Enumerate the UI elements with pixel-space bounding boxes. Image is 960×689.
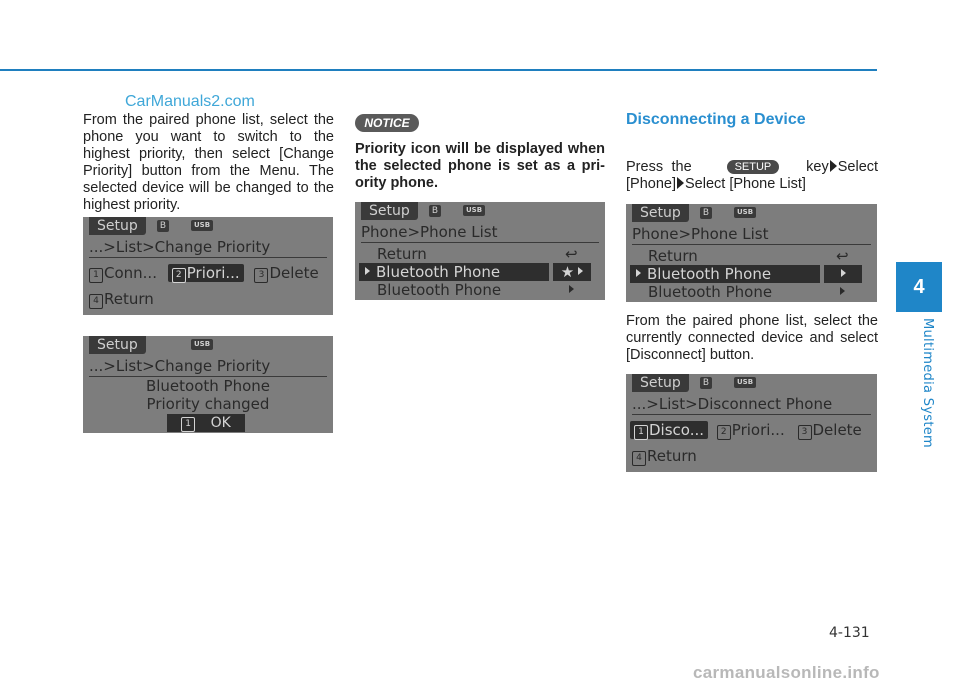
usb-icon: USB xyxy=(734,207,756,218)
delete-button[interactable]: 3 Delete xyxy=(254,264,318,282)
top-rule xyxy=(0,69,877,71)
priority-star-button[interactable] xyxy=(553,263,591,281)
number-4-icon: 4 xyxy=(632,451,646,466)
priority-button[interactable]: 2 Priori... xyxy=(168,264,244,282)
arrow-right-icon xyxy=(840,283,845,301)
bluetooth-icon: B xyxy=(157,220,169,232)
arrow-right-icon xyxy=(677,177,684,189)
page-number: 4-131 xyxy=(829,625,870,641)
screen-path: ...>List>Change Priority xyxy=(89,238,271,256)
priority-message-line2: Priority changed xyxy=(146,395,270,413)
return-item[interactable]: Return xyxy=(648,247,698,265)
notice-badge: NOTICE xyxy=(355,114,419,132)
number-1-icon: 1 xyxy=(634,425,648,440)
priority-message-line1: Bluetooth Phone xyxy=(145,377,271,395)
chapter-tab: 4 xyxy=(896,262,942,312)
arrow-right-icon xyxy=(578,267,583,275)
disconnect-button[interactable]: 1 Disco... xyxy=(630,421,708,439)
screen-phone-list-priority xyxy=(355,202,605,300)
screen-button-row xyxy=(630,421,862,440)
delete-button[interactable]: 3 Delete xyxy=(798,421,862,439)
phone-item[interactable]: Bluetooth Phone xyxy=(377,281,502,299)
screen-divider xyxy=(632,244,871,245)
return-item[interactable]: Return xyxy=(377,245,427,263)
setup-label: Setup xyxy=(361,202,418,220)
screen-change-priority-menu xyxy=(83,217,333,315)
bluetooth-icon: B xyxy=(700,377,712,389)
phone-item-selected[interactable]: Bluetooth Phone xyxy=(630,265,820,283)
setup-label: Setup xyxy=(89,217,146,235)
setup-label: Setup xyxy=(632,204,689,222)
number-2-icon: 2 xyxy=(717,425,731,440)
number-2-icon: 2 xyxy=(172,268,186,283)
screen-disconnect-phone xyxy=(626,374,877,472)
phone-item[interactable]: Bluetooth Phone xyxy=(648,283,773,301)
footer-watermark: carmanualsonline.info xyxy=(693,663,880,682)
number-3-icon: 3 xyxy=(254,268,268,283)
screen-divider xyxy=(632,414,871,415)
bluetooth-icon: B xyxy=(429,205,441,217)
screen-phone-list xyxy=(626,204,877,302)
setup-label: Setup xyxy=(632,374,689,392)
connect-button[interactable]: 1 Conn... xyxy=(89,264,157,282)
screen-path: Phone>Phone List xyxy=(361,223,498,241)
screen-path: Phone>Phone List xyxy=(632,225,769,243)
usb-icon: USB xyxy=(463,205,485,216)
usb-icon: USB xyxy=(191,220,213,231)
screen-divider xyxy=(361,242,599,243)
usb-icon: USB xyxy=(191,339,213,350)
number-1-icon: 1 xyxy=(89,268,103,283)
watermark: CarManuals2.com xyxy=(125,93,255,110)
return-icon: ↩ xyxy=(565,245,578,263)
screen-divider xyxy=(89,257,327,258)
return-button[interactable]: 4 Return xyxy=(89,290,154,309)
col3-paragraph: From the paired phone list, select the currently connected device and select [Disconnect] button. xyxy=(626,313,878,363)
number-1-icon: 1 xyxy=(181,417,195,432)
number-4-icon: 4 xyxy=(89,294,103,309)
chapter-label: Multimedia System xyxy=(920,318,935,448)
bluetooth-icon: B xyxy=(700,207,712,219)
instruction: Press the SETUP key Select [Phone] Select [Phone List] xyxy=(626,159,879,192)
setup-key-badge: SETUP xyxy=(727,160,780,174)
arrow-right-icon xyxy=(830,160,837,172)
section-heading: Disconnecting a Device xyxy=(626,111,806,128)
screen-path: ...>List>Disconnect Phone xyxy=(632,395,833,413)
notice-text: Priority icon will be displayed when the selected phone is set as a pri-ority phone. xyxy=(355,141,605,191)
phone-item-selected[interactable]: Bluetooth Phone xyxy=(359,263,549,281)
screen-path: ...>List>Change Priority xyxy=(89,357,271,375)
screen-priority-changed xyxy=(83,336,333,433)
priority-button[interactable]: 2 Priori... xyxy=(717,421,785,439)
phone-option-button[interactable] xyxy=(824,265,862,283)
return-button[interactable]: 4 Return xyxy=(632,447,697,466)
arrow-right-icon xyxy=(569,281,574,299)
arrow-right-icon xyxy=(365,267,370,275)
setup-label: Setup xyxy=(89,336,146,354)
ok-button[interactable]: 1 OK xyxy=(167,414,245,432)
arrow-right-icon xyxy=(636,269,641,277)
arrow-right-icon xyxy=(841,269,846,277)
number-3-icon: 3 xyxy=(798,425,812,440)
star-icon: ★ xyxy=(560,263,575,281)
screen-button-row xyxy=(89,264,319,283)
return-icon: ↩ xyxy=(836,247,849,265)
col1-paragraph: From the paired phone list, select the phone you want to switch to the highest priority, then select [Change Priority] button from the Menu. The selected device will be changed to the highest priority. xyxy=(83,112,334,213)
usb-icon: USB xyxy=(734,377,756,388)
